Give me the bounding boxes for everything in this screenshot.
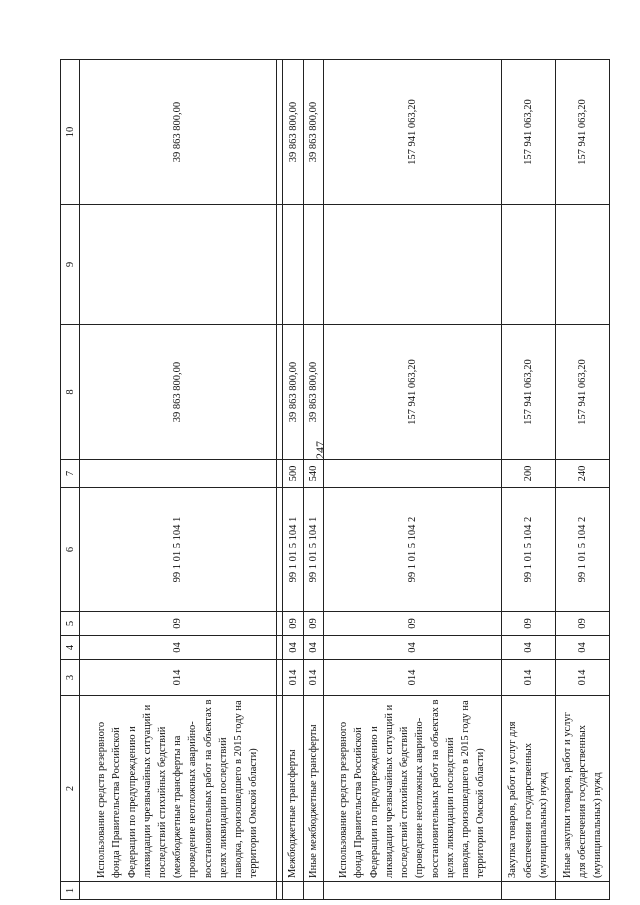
table-row — [501, 60, 555, 900]
column-header: 8 — [61, 325, 80, 460]
table-cell-amount: 157 941 063,20 — [555, 325, 609, 460]
table-spacer-row — [276, 60, 283, 900]
table-cell — [501, 882, 555, 900]
budget-table-rotated — [60, 60, 610, 900]
table-cell-amount: 39 863 800,00 — [80, 325, 277, 460]
table-cell — [323, 882, 501, 900]
table-cell: 014 — [80, 660, 277, 696]
table-cell-amount: 39 863 800,00 — [283, 325, 303, 460]
table-row — [555, 60, 609, 900]
table-cell: 09 — [555, 612, 609, 636]
page-number: 247 — [313, 441, 327, 459]
table-cell: 99 1 01 5 104 2 — [555, 488, 609, 612]
table-cell — [80, 460, 277, 488]
table-cell: 04 — [303, 636, 323, 660]
table-cell: 04 — [323, 636, 501, 660]
table-cell-amount: 157 941 063,20 — [555, 60, 609, 205]
budget-table — [60, 59, 610, 900]
table-cell-amount: 157 941 063,20 — [323, 325, 501, 460]
table-cell: 014 — [303, 660, 323, 696]
table-cell-amount — [555, 205, 609, 325]
table-cell-amount: 157 941 063,20 — [501, 325, 555, 460]
table-cell-amount: 39 863 800,00 — [303, 60, 323, 205]
table-row — [283, 60, 303, 900]
table-cell-description: Использование средств резервного фонда Правительства Российской Федерации по предупреждению и ликвидации чрезвычайных ситуаций и последствий стихийных бедствий (межбюджетные трансферты на проведение неотложных аварийно-восстановительных работ на объектах в целях ликвидации последствий паводка, произошедшего в 2015 году на территории Омской области) — [80, 696, 277, 882]
table-cell: 014 — [555, 660, 609, 696]
table-cell: 09 — [303, 612, 323, 636]
table-cell-amount: 39 863 800,00 — [303, 325, 323, 460]
table-cell: 04 — [501, 636, 555, 660]
column-header: 4 — [61, 636, 80, 660]
header-row — [61, 60, 80, 900]
table-cell: 04 — [283, 636, 303, 660]
table-cell — [303, 882, 323, 900]
table-cell-amount — [303, 205, 323, 325]
column-header: 2 — [61, 696, 80, 882]
table-cell-amount: 157 941 063,20 — [501, 60, 555, 205]
table-cell: 540 — [303, 460, 323, 488]
table-cell — [323, 460, 501, 488]
table-cell: 09 — [501, 612, 555, 636]
table-cell-description: Иные закупки товаров, работ и услуг для обеспечения государственных (муниципальных) нужд — [555, 696, 609, 882]
table-cell-description: Межбюджетные трансферты — [283, 696, 303, 882]
table-cell-amount: 157 941 063,20 — [323, 60, 501, 205]
table-cell-amount — [283, 205, 303, 325]
table-row — [303, 60, 323, 900]
column-header: 6 — [61, 488, 80, 612]
table-cell-amount — [323, 205, 501, 325]
table-cell-amount: 39 863 800,00 — [283, 60, 303, 205]
column-header: 10 — [61, 60, 80, 205]
table-cell: 200 — [501, 460, 555, 488]
table-cell-amount — [501, 205, 555, 325]
table-cell — [283, 882, 303, 900]
table-cell: 014 — [501, 660, 555, 696]
column-header: 9 — [61, 205, 80, 325]
table-cell-description: Иные межбюджетные трансферты — [303, 696, 323, 882]
column-header: 1 — [61, 882, 80, 900]
table-cell: 99 1 01 5 104 2 — [323, 488, 501, 612]
table-cell: 99 1 01 5 104 2 — [501, 488, 555, 612]
table-cell: 240 — [555, 460, 609, 488]
table-cell: 014 — [323, 660, 501, 696]
table-cell: 09 — [283, 612, 303, 636]
table-row — [80, 60, 277, 900]
table-cell-description: Использование средств резервного фонда Правительства Российской Федерации по предупреждению и ликвидации чрезвычайных ситуаций и последствий стихийных бедствий (проведение неотложных аварийно-восстановительных работ на объектах в целях ликвидации последствий паводка, произошедшего в 2015 году на территории Омской области) — [323, 696, 501, 882]
table-cell: 500 — [283, 460, 303, 488]
table-cell: 99 1 01 5 104 1 — [283, 488, 303, 612]
table-cell: 014 — [283, 660, 303, 696]
table-cell: 09 — [323, 612, 501, 636]
table-cell: 09 — [80, 612, 277, 636]
column-header: 3 — [61, 660, 80, 696]
table-cell-amount: 39 863 800,00 — [80, 60, 277, 205]
table-cell — [80, 882, 277, 900]
table-cell-amount — [80, 205, 277, 325]
table-cell-description: Закупка товаров, работ и услуг для обеспечения государственных (муниципальных) нужд — [501, 696, 555, 882]
column-header: 7 — [61, 460, 80, 488]
table-cell: 04 — [555, 636, 609, 660]
table-cell: 04 — [80, 636, 277, 660]
column-header: 5 — [61, 612, 80, 636]
table-cell: 99 1 01 5 104 1 — [303, 488, 323, 612]
table-cell — [555, 882, 609, 900]
table-cell: 99 1 01 5 104 1 — [80, 488, 277, 612]
table-row — [323, 60, 501, 900]
